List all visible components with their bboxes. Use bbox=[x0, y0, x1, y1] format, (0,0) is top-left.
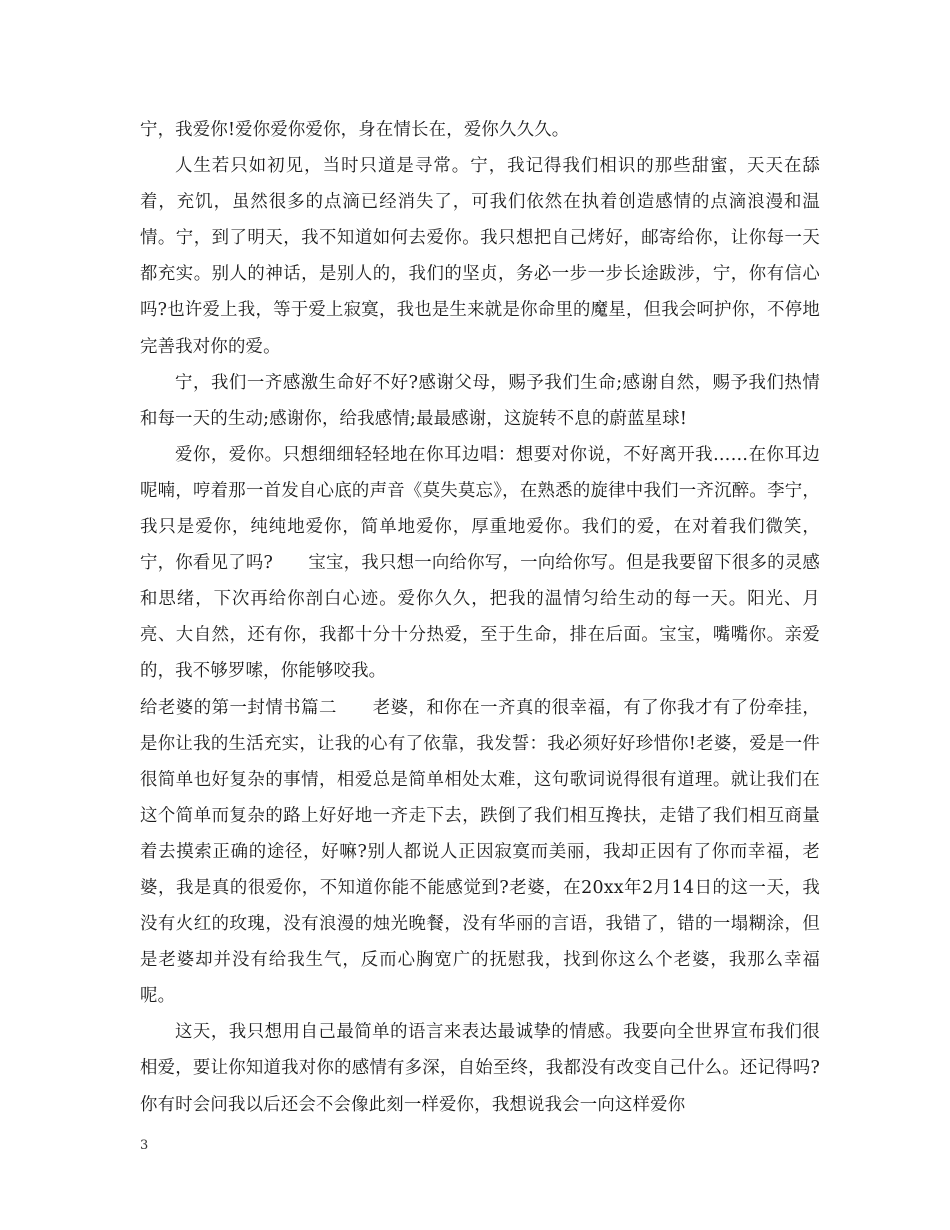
document-body bbox=[140, 112, 820, 1123]
paragraph-6: 这天，我只想用自己最简单的语言来表达最诚挚的情感。我要向全世界宣布我们很相爱，要让你知道我对你的感情有多深，自始至终，我都没有改变自己什么。还记得吗?你有时会问我以后还会不会像此刻一样爱你，我想说我会一向这样爱你 bbox=[140, 1022, 820, 1115]
paragraph-1: 宁，我爱你!爱你爱你爱你，身在情长在，爱你久久久。 bbox=[140, 120, 570, 140]
paragraph-2: 人生若只如初见，当时只道是寻常。宁，我记得我们相识的那些甜蜜，天天在舔着，充饥，虽然很多的点滴已经消失了，可我们依然在执着创造感情的点滴浪漫和温情。宁，到了明天，我不知道如何去爱你。我只想把自己烤好，邮寄给你，让你每一天都充实。别人的神话，是别人的，我们的坚贞，务必一步一步长途跋涉，宁，你有信心吗?也许爱上我，等于爱上寂寞，我也是生来就是你命里的魔星，但我会呵护你，不停地完善我对你的爱。 bbox=[140, 156, 820, 357]
paragraph-5-section-heading: 给老婆的第一封情书篇二 老婆，和你在一齐真的很幸福，有了你我才有了份牵挂，是你让我的生活充实，让我的心有了依靠，我发誓：我必须好好珍惜你!老婆，爱是一件很简单也好复杂的事情，相爱总是简单相处太难，这句歌词说得很有道理。就让我们在这个简单而复杂的路上好好地一齐走下去，跌倒了我们相互搀扶，走错了我们相互商量着去摸索正确的途径，好嘛?别人都说人正因寂寞而美丽，我却正因有了你而幸福，老婆，我是真的很爱你，不知道你能不能感觉到?老婆，在20xx年2月14日的这一天，我没有火红的玫瑰，没有浪漫的烛光晚餐，没有华丽的言语，我错了，错的一塌糊涂，但是老婆却并没有给我生气，反而心胸宽广的抚慰我，找到你这么个老婆，我那么幸福呢。 bbox=[140, 697, 820, 1007]
paragraph-4: 爱你，爱你。只想细细轻轻地在你耳边唱：想要对你说，不好离开我……在你耳边呢喃，哼着那一首发自心底的声音《莫失莫忘》，在熟悉的旋律中我们一齐沉醉。李宁，我只是爱你，纯纯地爱你，简单地爱你，厚重地爱你。我们的爱，在对着我们微笑，宁，你看见了吗? 宝宝，我只想一向给你写，一向给你写。但是我要留下很多的灵感和思绪，下次再给你剖白心迹。爱你久久，把我的温情匀给生动的每一天。阳光、月亮、大自然，还有你，我都十分十分热爱，至于生命，排在后面。宝宝，嘴嘴你。亲爱的，我不够罗嗦，你能够咬我。 bbox=[140, 444, 820, 682]
page-number: 3 bbox=[140, 1138, 149, 1153]
paragraph-3: 宁，我们一齐感激生命好不好?感谢父母，赐予我们生命;感谢自然，赐予我们热情和每一天的生动;感谢你，给我感情;最最感谢，这旋转不息的蔚蓝星球! bbox=[140, 372, 820, 429]
